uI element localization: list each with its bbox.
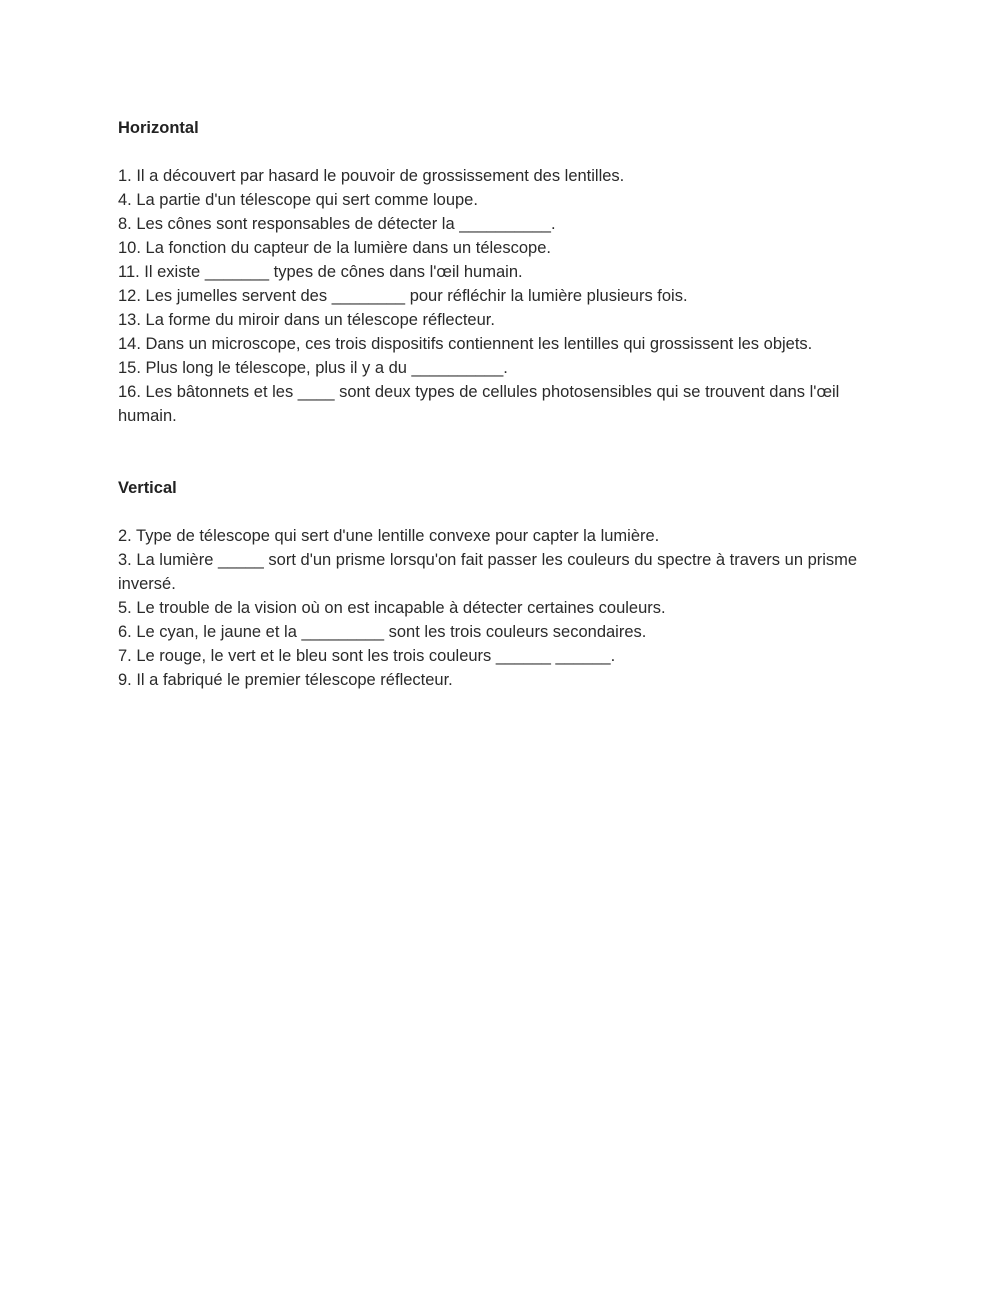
vertical-clue-7: 7. Le rouge, le vert et le bleu sont les trois couleurs ______ ______. xyxy=(118,647,616,665)
vertical-clue-5: 5. Le trouble de la vision où on est incapable à détecter certaines couleurs. xyxy=(118,599,666,617)
horizontal-clue-14: 14. Dans un microscope, ces trois dispositifs contiennent les lentilles qui grossissent les objets. xyxy=(118,335,813,353)
vertical-heading: Vertical xyxy=(118,479,177,497)
horizontal-clue-15: 15. Plus long le télescope, plus il y a du __________. xyxy=(118,359,508,377)
horizontal-clue-4: 4. La partie d'un télescope qui sert comme loupe. xyxy=(118,191,478,209)
horizontal-clue-12: 12. Les jumelles servent des ________ pour réfléchir la lumière plusieurs fois. xyxy=(118,287,688,305)
vertical-clue-2: 2. Type de télescope qui sert d'une lentille convexe pour capter la lumière. xyxy=(118,527,660,545)
vertical-clue-list xyxy=(118,524,878,692)
horizontal-clue-11: 11. Il existe _______ types de cônes dans l'œil humain. xyxy=(118,263,523,281)
horizontal-clue-16: 16. Les bâtonnets et les ____ sont deux types de cellules photosensibles qui se trouvent dans l'œil humain. xyxy=(118,383,840,425)
horizontal-clue-8: 8. Les cônes sont responsables de détecter la __________. xyxy=(118,215,556,233)
vertical-clue-3: 3. La lumière _____ sort d'un prisme lorsqu'on fait passer les couleurs du spectre à travers un prisme inversé. xyxy=(118,551,858,593)
horizontal-heading: Horizontal xyxy=(118,119,199,137)
vertical-clue-6: 6. Le cyan, le jaune et la _________ sont les trois couleurs secondaires. xyxy=(118,623,647,641)
horizontal-clue-13: 13. La forme du miroir dans un télescope réflecteur. xyxy=(118,311,495,329)
horizontal-clue-1: 1. Il a découvert par hasard le pouvoir de grossissement des lentilles. xyxy=(118,167,625,185)
horizontal-section xyxy=(118,116,878,428)
document-content xyxy=(118,116,878,692)
vertical-clue-9: 9. Il a fabriqué le premier télescope réflecteur. xyxy=(118,671,453,689)
vertical-section xyxy=(118,476,878,692)
horizontal-clue-list xyxy=(118,164,878,428)
horizontal-clue-10: 10. La fonction du capteur de la lumière dans un télescope. xyxy=(118,239,551,257)
